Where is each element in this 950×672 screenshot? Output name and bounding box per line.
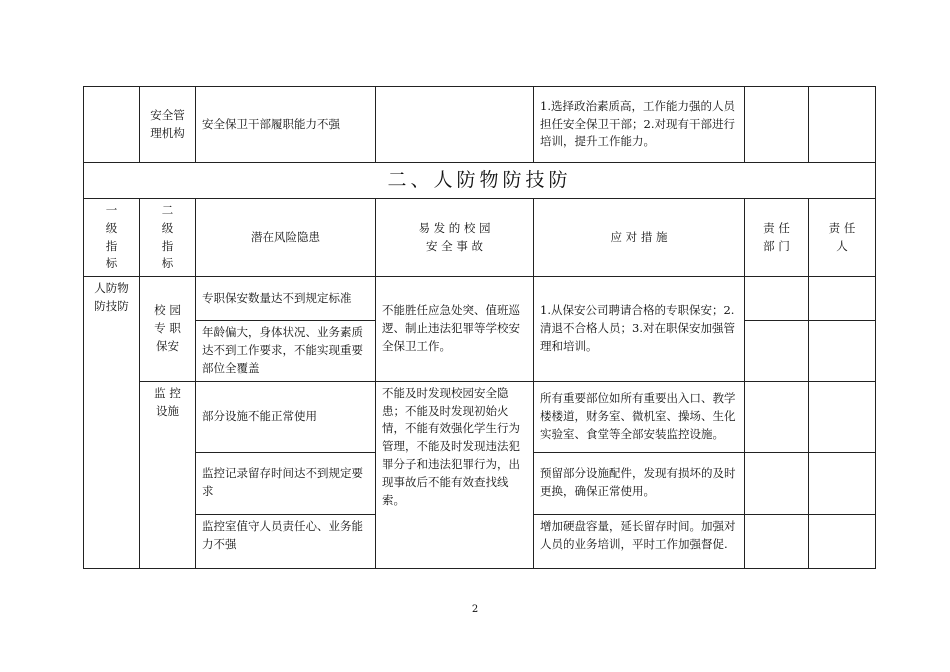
- accident-cell: 不能胜任应急处突、值班巡逻、制止违法犯罪等学校安全保卫工作。: [376, 277, 534, 381]
- dept-cell: [745, 452, 809, 514]
- risk-cell: 专职保安数量达不到规定标准: [196, 277, 376, 321]
- measures-cell: 1.从保安公司聘请合格的专职保安；2.清退不合格人员；3.对在职保安加强管理和培训。: [534, 277, 745, 381]
- risk-cell: 监控室值守人员责任心、业务能力不强: [196, 514, 376, 568]
- risk-cell: 部分设施不能正常使用: [196, 381, 376, 452]
- page-number: 2: [471, 604, 479, 615]
- header-measures: 应 对 措 施: [534, 199, 745, 277]
- dept-cell: [745, 321, 809, 381]
- level1-cell: [84, 87, 140, 163]
- section-title-row: [84, 163, 876, 199]
- person-cell: [809, 277, 876, 321]
- header-level1: 一级指标: [84, 199, 140, 277]
- person-cell: [809, 381, 876, 452]
- header-accident: 易 发 的 校 园 安 全 事 故: [376, 199, 534, 277]
- level2-cell: 安全管理机构: [140, 87, 196, 163]
- person-cell: [809, 514, 876, 568]
- accident-cell: 不能及时发现校园安全隐患；不能及时发现初始火情，不能有效强化学生行为管理，不能及时发现违法犯罪分子和违法犯罪行为，出现事故后不能有效查找线索。: [376, 381, 534, 568]
- header-row: [84, 199, 876, 277]
- person-cell: [809, 452, 876, 514]
- measures-cell: 1.选择政治素质高，工作能力强的人员担任安全保卫干部；2.对现有干部进行培训，提升工作能力。: [534, 87, 745, 163]
- table-row: [84, 87, 876, 163]
- dept-cell: [745, 514, 809, 568]
- level2-cell: 校 园 专 职 保安: [140, 277, 196, 381]
- risk-cell: 安全保卫干部履职能力不强: [196, 87, 376, 163]
- measures-cell: 增加硬盘容量，延长留存时间。加强对人员的业务培训，平时工作加强督促.: [534, 514, 745, 568]
- risk-table: [83, 86, 876, 569]
- table-row: [84, 277, 876, 321]
- level2-cell: 监 控 设施: [140, 381, 196, 568]
- table-row: [84, 381, 876, 452]
- dept-cell: [745, 381, 809, 452]
- level1-cell: 人防物防技防: [84, 277, 140, 568]
- header-risk: 潜在风险隐患: [196, 199, 376, 277]
- header-level2: 二级指标: [140, 199, 196, 277]
- accident-cell: [376, 87, 534, 163]
- section-title: 二、人防物防技防: [84, 163, 876, 199]
- dept-cell: [745, 87, 809, 163]
- person-cell: [809, 321, 876, 381]
- header-person: 责 任 人: [809, 199, 876, 277]
- measures-cell: 所有重要部位如所有重要出入口、教学楼楼道，财务室、微机室、操场、生化实验室、食堂等全部安装监控设施。: [534, 381, 745, 452]
- header-dept: 责 任 部 门: [745, 199, 809, 277]
- dept-cell: [745, 277, 809, 321]
- measures-cell: 预留部分设施配件，发现有损坏的及时更换，确保正常使用。: [534, 452, 745, 514]
- risk-cell: 年龄偏大，身体状况、业务素质达不到工作要求，不能实现重要部位全覆盖: [196, 321, 376, 381]
- person-cell: [809, 87, 876, 163]
- risk-cell: 监控记录留存时间达不到规定要求: [196, 452, 376, 514]
